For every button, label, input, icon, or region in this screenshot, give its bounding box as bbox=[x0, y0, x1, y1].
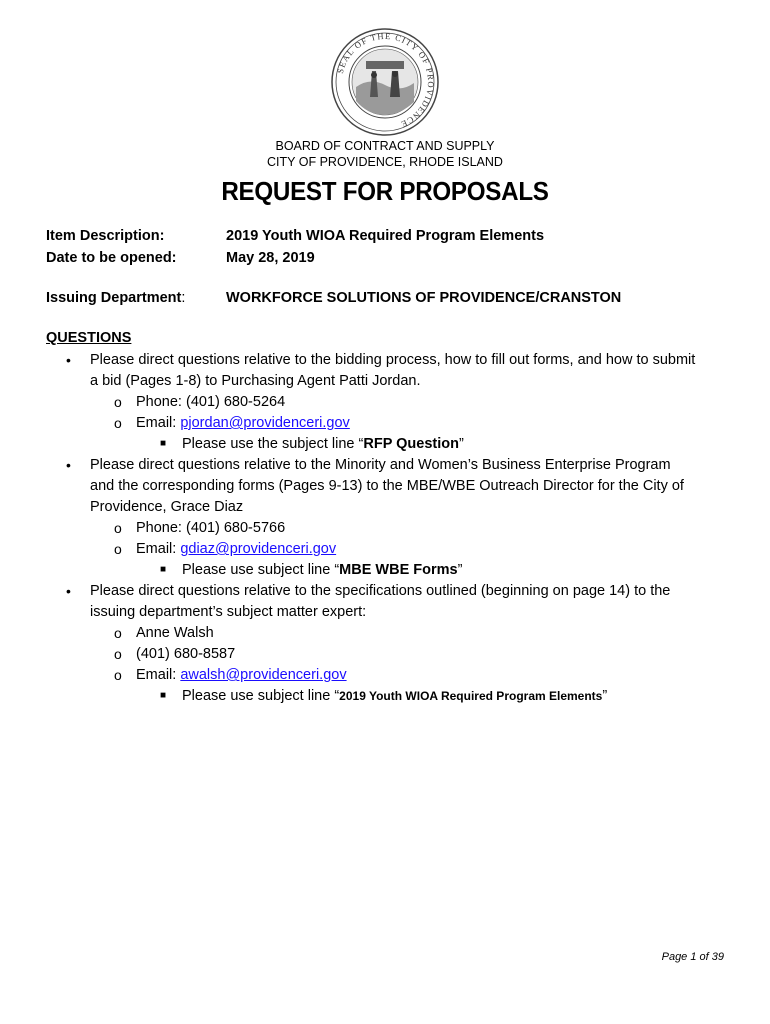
q3-phone: (401) 680-8587 bbox=[136, 646, 236, 662]
q1-email-label: Email: bbox=[136, 415, 181, 431]
q2-line1: Please direct questions relative to the Minority and Women’s Business Enterprise Program bbox=[90, 457, 671, 473]
issuing-department-label-text: Issuing Department bbox=[46, 290, 182, 306]
page-number: Page 1 of 39 bbox=[661, 951, 724, 963]
bullet-circle-icon: o bbox=[114, 520, 122, 536]
q1-phone: Phone: (401) 680-5264 bbox=[136, 394, 286, 410]
bullet-circle-icon: o bbox=[114, 625, 122, 641]
q2-phone: Phone: (401) 680-5766 bbox=[136, 520, 286, 536]
date-opened-label: Date to be opened: bbox=[46, 250, 177, 266]
item-description-row bbox=[46, 228, 545, 244]
q1-line2: a bid (Pages 1-8) to Purchasing Agent Patti Jordan. bbox=[90, 373, 421, 389]
date-opened-value: May 28, 2019 bbox=[226, 250, 315, 266]
q2-subject-suffix: ” bbox=[457, 562, 463, 578]
q3-subject: 2019 Youth WIOA Required Program Elements bbox=[339, 689, 603, 703]
q3-subject-prefix: Please use subject line “ bbox=[182, 688, 340, 704]
q1-subject-line bbox=[182, 434, 464, 455]
q2-line3: Providence, Grace Diaz bbox=[90, 499, 244, 515]
q2-email-line bbox=[136, 539, 336, 560]
q3-email-link[interactable]: awalsh@providenceri.gov bbox=[180, 667, 347, 683]
q2-email-link[interactable]: gdiaz@providenceri.gov bbox=[180, 541, 337, 557]
questions-heading: QUESTIONS bbox=[46, 330, 132, 346]
bullet-circle-icon: o bbox=[114, 415, 122, 431]
board-name: BOARD OF CONTRACT AND SUPPLY bbox=[275, 139, 495, 153]
q3-line2: issuing department’s subject matter expert: bbox=[90, 604, 367, 620]
q3-email-label: Email: bbox=[136, 667, 181, 683]
bullet-circle-icon: o bbox=[114, 667, 122, 683]
q2-subject: MBE WBE Forms bbox=[339, 562, 458, 578]
q3-name: Anne Walsh bbox=[136, 625, 214, 641]
svg-text:SEAL OF THE CITY OF PROVIDENCE: SEAL OF THE CITY OF PROVIDENCE bbox=[334, 30, 437, 130]
q2-subject-line bbox=[182, 560, 462, 581]
q2-subject-prefix: Please use subject line “ bbox=[182, 562, 340, 578]
q2-email-label: Email: bbox=[136, 541, 181, 557]
q3-email-line bbox=[136, 665, 347, 686]
item-description-value: 2019 Youth WIOA Required Program Elements bbox=[226, 228, 545, 244]
city-seal-icon bbox=[330, 27, 440, 137]
page-title: REQUEST FOR PROPOSALS bbox=[221, 176, 549, 206]
bullet-circle-icon: o bbox=[114, 541, 122, 557]
city-name: CITY OF PROVIDENCE, RHODE ISLAND bbox=[267, 155, 503, 169]
issuing-department-row bbox=[46, 290, 622, 306]
bullet-square-icon: ■ bbox=[160, 438, 167, 449]
q1-subject: RFP Question bbox=[363, 436, 459, 452]
issuing-department-colon: : bbox=[181, 290, 186, 306]
q1-email-line bbox=[136, 413, 350, 434]
date-opened-row bbox=[46, 250, 315, 266]
q3-subject-line bbox=[182, 686, 607, 707]
item-description-label: Item Description: bbox=[46, 228, 165, 244]
bullet-circle-icon: o bbox=[114, 646, 122, 662]
q2-line2: and the corresponding forms (Pages 9-13) to the MBE/WBE Outreach Director for the City of bbox=[90, 478, 684, 494]
q3-subject-suffix: ” bbox=[602, 688, 608, 704]
bullet-square-icon: ■ bbox=[160, 564, 167, 575]
bullet-disc-icon: • bbox=[66, 352, 71, 368]
bullet-disc-icon: • bbox=[66, 457, 71, 473]
bullet-disc-icon: • bbox=[66, 583, 71, 599]
q1-email-link[interactable]: pjordan@providenceri.gov bbox=[180, 415, 350, 431]
q1-subject-prefix: Please use the subject line “ bbox=[182, 436, 364, 452]
issuing-department-value: WORKFORCE SOLUTIONS OF PROVIDENCE/CRANSTON bbox=[226, 290, 622, 306]
bullet-circle-icon: o bbox=[114, 394, 122, 410]
bullet-square-icon: ■ bbox=[160, 690, 167, 701]
q3-line1: Please direct questions relative to the specifications outlined (beginning on page 14) to the bbox=[90, 583, 671, 599]
issuing-department-label bbox=[46, 290, 185, 306]
q1-subject-suffix: ” bbox=[458, 436, 464, 452]
q1-line1: Please direct questions relative to the bidding process, how to fill out forms, and how to submit bbox=[90, 352, 696, 368]
